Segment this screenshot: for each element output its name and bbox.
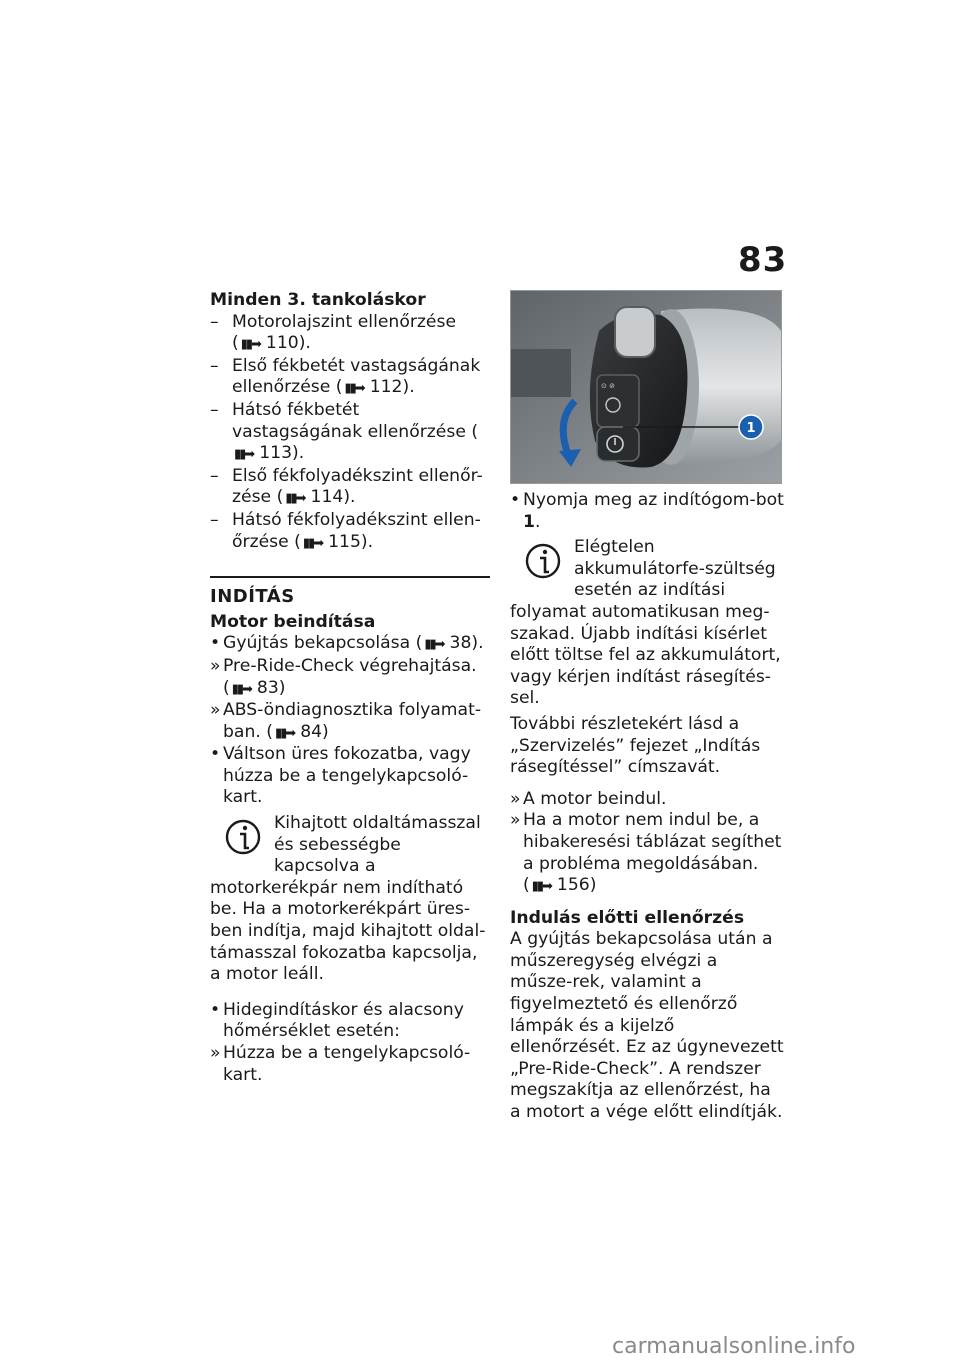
result-item: » Pre-Ride-Check végrehajtása. ( ▮▮➡ 83)	[210, 656, 490, 700]
step-item: • Hidegindításkor és alacsony hőmérséklet esetén:	[210, 999, 464, 1042]
result-arrow-icon: »	[210, 700, 221, 721]
info-icon	[224, 817, 266, 861]
list-item: – Motorolajszint ellenőrzése ( ▮▮➡ 110).	[210, 312, 490, 356]
list-item: – Első fékbetét vastagságának ellenőrzése ( ▮▮➡ 112).	[210, 356, 490, 400]
result-arrow-icon: »	[210, 1043, 221, 1063]
subheading-engine-start: Motor beindítása	[210, 611, 376, 632]
step-item: • Nyomja meg az indítógom-bot 1.	[510, 490, 784, 532]
result-item: » A motor beindul.	[510, 788, 667, 809]
handlebar-switch-illustration	[511, 291, 781, 483]
bullet-icon: •	[210, 744, 221, 765]
right-column	[510, 290, 785, 1124]
section-divider	[210, 576, 490, 578]
reference-arrow-icon: ▮▮➡	[302, 535, 323, 551]
body-text: A gyújtás bekapcsolása után a műszeregység elvégzi a műsze-rek, valamint a figyelmeztető és ellenőrző lámpák és a kijelző ellenőrzését. Ez az úgynevezett „Pre-Ride-Check”. A rendszer megszakítja az ellenőrzést, ha a motort a vége előtt elindítják.	[510, 929, 784, 1123]
result-item: » Ha a motor nem indul be, a hibakeresési táblázat segíthet a probléma megoldásában. ( ▮▮➡ 156)	[510, 810, 785, 897]
bullet-icon: •	[210, 633, 221, 654]
result-arrow-icon: »	[210, 655, 221, 676]
reference-arrow-icon: ▮▮➡	[285, 491, 305, 507]
info-note	[210, 813, 490, 986]
subheading-every-3rd-refuel: Minden 3. tankoláskor	[210, 290, 426, 310]
bullet-icon: •	[510, 490, 521, 510]
list-item: – Első fékfolyadékszint ellenőr-zése ( ▮▮➡ 114).	[210, 466, 490, 510]
note-text: Elégtelen akkumulátorfe-szültség esetén az indítási folyamat automatikusan meg-szakad. Újabb indítási kísérlet előtt töltse fel az akkumulátort, vagy kérjen indítást rásegítés-sel.	[510, 537, 781, 709]
handlebar-switch-figure	[510, 290, 782, 484]
left-column	[210, 290, 490, 1086]
check-list	[210, 312, 490, 555]
result-arrow-icon: »	[510, 810, 521, 831]
result-item: » Húzza be a tengelykapcsoló-kart.	[210, 1043, 471, 1085]
bullet-icon: •	[210, 999, 221, 1020]
reference-arrow-icon: ▮▮➡	[234, 447, 254, 463]
reference-arrow-icon: ▮▮➡	[240, 337, 260, 353]
list-item: – Hátsó fékbetét vastagságának ellenőrzése (▮▮➡ 113).	[210, 400, 490, 466]
info-icon	[524, 541, 566, 585]
reference-arrow-icon: ▮▮➡	[231, 681, 251, 697]
more-info-text: További részletekért lásd a „Szervizelés” fejezet „Indítás rásegítéssel” címszavát.	[510, 713, 761, 778]
note-text: Kihajtott oldaltámasszal és sebességbe kapcsolva a motorkerékpár nem indítható be. Ha a motorkerékpárt üres-ben indítja, majd kihajtott oldal-támasszal fokozatba kapcsolja, a motor leáll.	[210, 813, 486, 985]
watermark: carmanualsonline.info	[612, 1334, 856, 1359]
subheading-pre-ride-check: Indulás előtti ellenőrzés	[510, 907, 745, 928]
info-note	[510, 537, 785, 710]
reference-arrow-icon: ▮▮➡	[274, 725, 295, 741]
svg-text:⊙ ⊘: ⊙ ⊘	[601, 382, 615, 390]
list-item: – Hátsó fékfolyadékszint ellen-őrzése ( ▮▮➡ 115).	[210, 510, 490, 554]
section-title: INDÍTÁS	[210, 586, 295, 608]
step-item: • Gyújtás bekapcsolása ( ▮▮➡ 38).	[210, 633, 490, 656]
reference-arrow-icon: ▮▮➡	[531, 879, 551, 895]
reference-arrow-icon: ▮▮➡	[344, 381, 364, 397]
page-number: 83	[738, 240, 788, 280]
step-item: • Váltson üres fokozatba, vagy húzza be a tengelykapcsoló-kart.	[210, 744, 471, 808]
reference-arrow-icon: ▮▮➡	[424, 637, 444, 653]
result-item: » ABS-öndiagnosztika folyamat-ban. ( ▮▮➡ 84)	[210, 700, 490, 744]
result-arrow-icon: »	[510, 788, 521, 809]
figure-callout-label: 1	[746, 421, 756, 436]
